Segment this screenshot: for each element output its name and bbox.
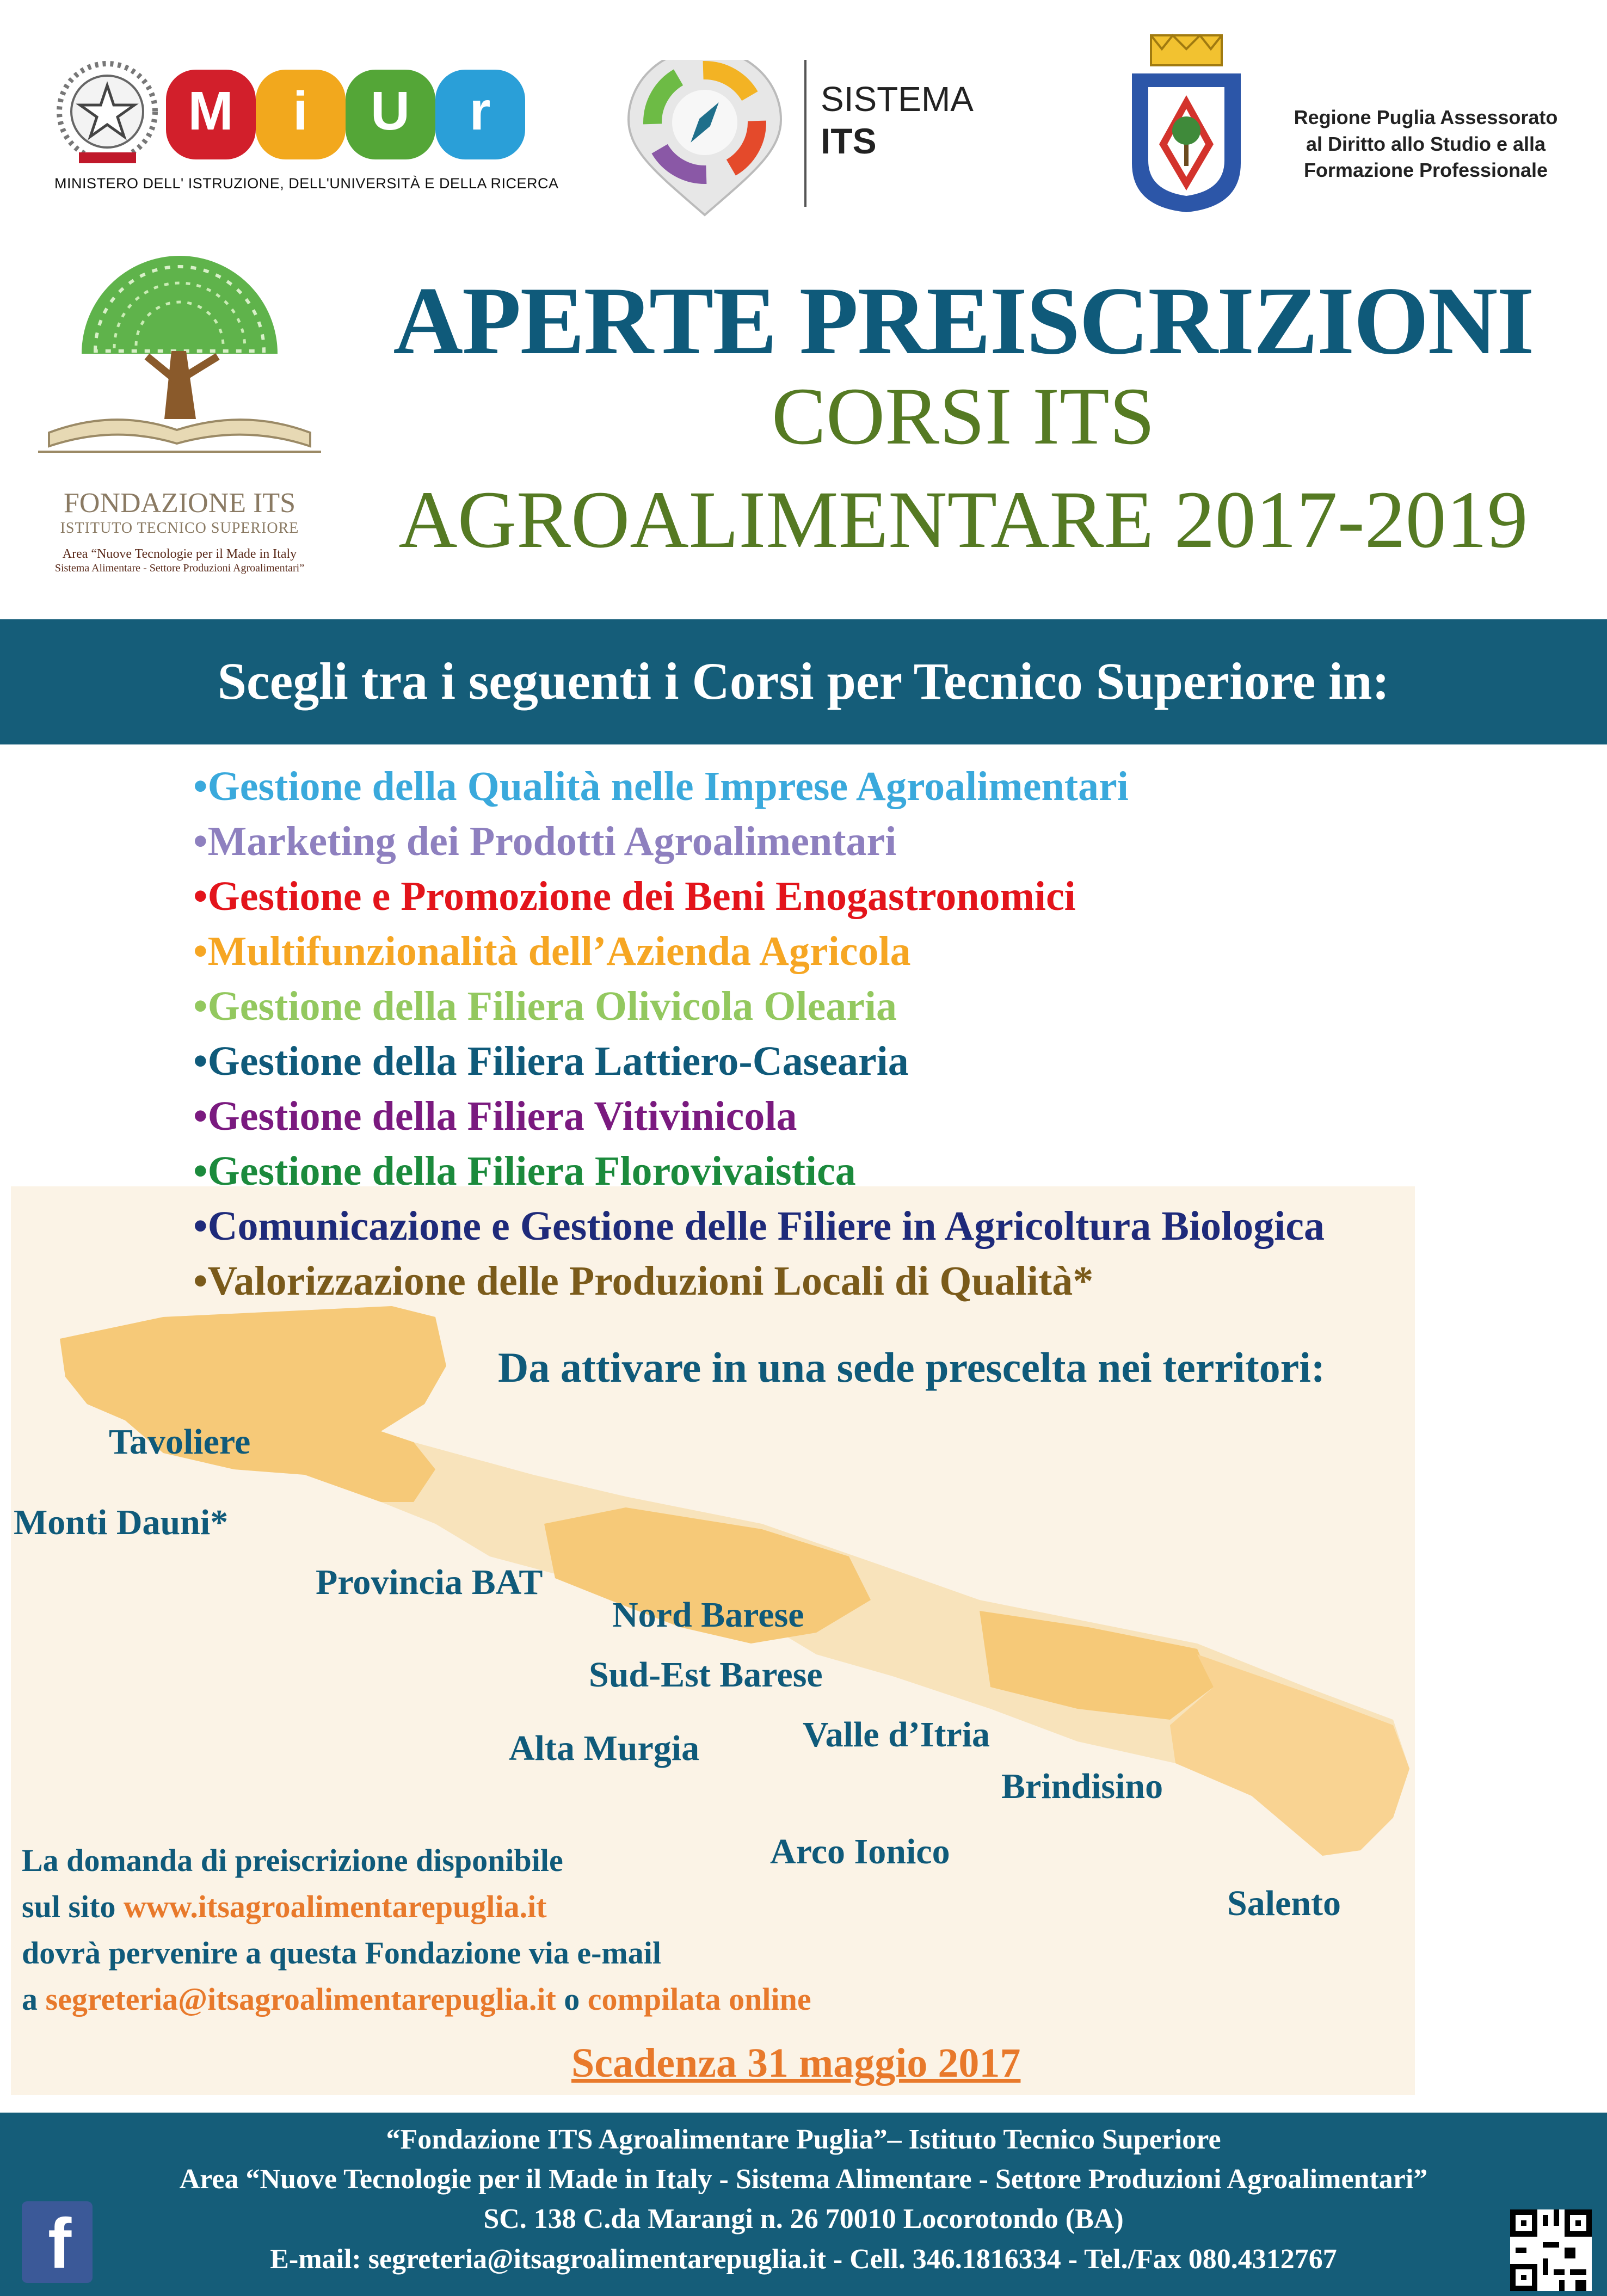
region-label: Alta Murgia bbox=[509, 1728, 700, 1768]
sistema-its-logo-icon bbox=[623, 60, 786, 223]
course-list bbox=[193, 759, 1325, 1309]
fondazione-name: FONDAZIONE ITS bbox=[63, 488, 296, 519]
miur-caption: MINISTERO DELL' ISTRUZIONE, DELL'UNIVERSITÀ E DELLA RICERCA bbox=[54, 175, 559, 192]
course-item: •Valorizzazione delle Produzioni Locali di Qualità* bbox=[193, 1258, 1094, 1304]
application-line-2 bbox=[22, 1888, 547, 1925]
region-label: Nord Barese bbox=[612, 1595, 804, 1635]
fondazione-area-line-1: Area “Nuove Tecnologie per il Made in Italy bbox=[62, 547, 297, 561]
region-label: Salento bbox=[1227, 1883, 1341, 1923]
deadline-text: Scadenza 31 maggio 2017 bbox=[571, 2040, 1021, 2086]
its-label: ITS bbox=[821, 121, 877, 161]
course-item: •Marketing dei Prodotti Agroalimentari bbox=[193, 818, 897, 864]
territori-heading: Da attivare in una sede prescelta nei territori: bbox=[498, 1344, 1325, 1391]
course-item: •Gestione e Promozione dei Beni Enogastronomici bbox=[193, 873, 1076, 919]
miur-logo bbox=[166, 59, 533, 170]
footer-line-4: E-mail: segreteria@itsagroalimentarepuglia.it - Cell. 346.1816334 - Tel./Fax 080.4312767 bbox=[270, 2244, 1337, 2275]
course-item: •Gestione della Qualità nelle Imprese Agroalimentari bbox=[193, 764, 1129, 809]
region-label: Provincia BAT bbox=[316, 1562, 543, 1602]
subtitle-corsi-its: CORSI ITS bbox=[771, 371, 1155, 461]
regione-line-3: Formazione Professionale bbox=[1303, 159, 1548, 182]
miur-letter-u: U bbox=[370, 81, 410, 141]
course-item: •Gestione della Filiera Olivicola Olearia bbox=[193, 983, 897, 1029]
application-line-1: La domanda di preiscrizione disponibile bbox=[22, 1843, 563, 1878]
regione-puglia-crest-icon bbox=[1126, 33, 1246, 215]
subtitle-agroalimentare: AGROALIMENTARE 2017-2019 bbox=[398, 475, 1528, 565]
miur-letter-m: M bbox=[188, 81, 233, 141]
region-label: Tavoliere bbox=[109, 1422, 251, 1462]
application-or: o bbox=[556, 1981, 588, 2017]
course-item: •Gestione della Filiera Florovivaistica bbox=[193, 1148, 856, 1194]
regione-line-1: Regione Puglia Assessorato bbox=[1294, 106, 1558, 128]
regione-puglia-text bbox=[1284, 104, 1567, 184]
region-label: Arco Ionico bbox=[770, 1832, 950, 1872]
application-line-4 bbox=[22, 1981, 811, 2017]
application-line-3: dovrà pervenire a questa Fondazione via e-mail bbox=[22, 1935, 661, 1971]
footer-line-2: Area “Nuove Tecnologie per il Made in Italy - Sistema Alimentare - Settore Produzioni Agroalimentari” bbox=[179, 2164, 1428, 2195]
email-link[interactable]: segreteria@itsagroalimentarepuglia.it bbox=[45, 1981, 556, 2017]
facebook-icon[interactable] bbox=[22, 2201, 93, 2283]
fondazione-area-line-2: Sistema Alimentare - Settore Produzioni Agroalimentari” bbox=[54, 562, 305, 574]
course-item: •Gestione della Filiera Vitivinicola bbox=[193, 1093, 797, 1139]
online-form-link[interactable]: compilata online bbox=[587, 1981, 811, 2017]
miur-letter-r: r bbox=[469, 81, 491, 141]
region-label: Monti Dauni* bbox=[14, 1503, 229, 1542]
main-title: APERTE PREISCRIZIONI bbox=[393, 267, 1534, 374]
course-item: •Gestione della Filiera Lattiero-Casearia bbox=[193, 1038, 909, 1084]
facebook-letter: f bbox=[48, 2203, 72, 2283]
course-item: •Multifunzionalità dell’Azienda Agricola bbox=[193, 928, 911, 974]
regione-line-2: al Diritto allo Studio e alla bbox=[1306, 132, 1546, 155]
miur-letter-i: i bbox=[293, 81, 308, 141]
repubblica-emblem-icon bbox=[52, 57, 163, 169]
application-site-prefix: sul sito bbox=[22, 1889, 124, 1924]
region-label: Sud-Est Barese bbox=[589, 1655, 823, 1695]
map-area-foggia bbox=[60, 1306, 446, 1502]
footer-line-1: “Fondazione ITS Agroalimentare Puglia”– Istituto Tecnico Superiore bbox=[386, 2124, 1221, 2155]
fondazione-tree-logo-icon bbox=[38, 239, 321, 487]
footer-line-3: SC. 138 C.da Marangi n. 26 70010 Locorotondo (BA) bbox=[483, 2203, 1124, 2235]
application-email-prefix: a bbox=[22, 1981, 46, 2017]
fondazione-subtitle: ISTITUTO TECNICO SUPERIORE bbox=[60, 520, 299, 537]
region-label: Valle d’Itria bbox=[803, 1715, 990, 1755]
qr-code-icon[interactable] bbox=[1510, 2209, 1592, 2291]
courses-banner-text: Scegli tra i seguenti i Corsi per Tecnico Superiore in: bbox=[217, 652, 1390, 710]
course-item: •Comunicazione e Gestione delle Filiere in Agricoltura Biologica bbox=[193, 1203, 1325, 1249]
region-label: Brindisino bbox=[1001, 1766, 1163, 1806]
sistema-label: SISTEMA bbox=[821, 79, 974, 119]
website-link[interactable]: www.itsagroalimentarepuglia.it bbox=[123, 1889, 547, 1924]
sistema-divider bbox=[804, 60, 806, 207]
